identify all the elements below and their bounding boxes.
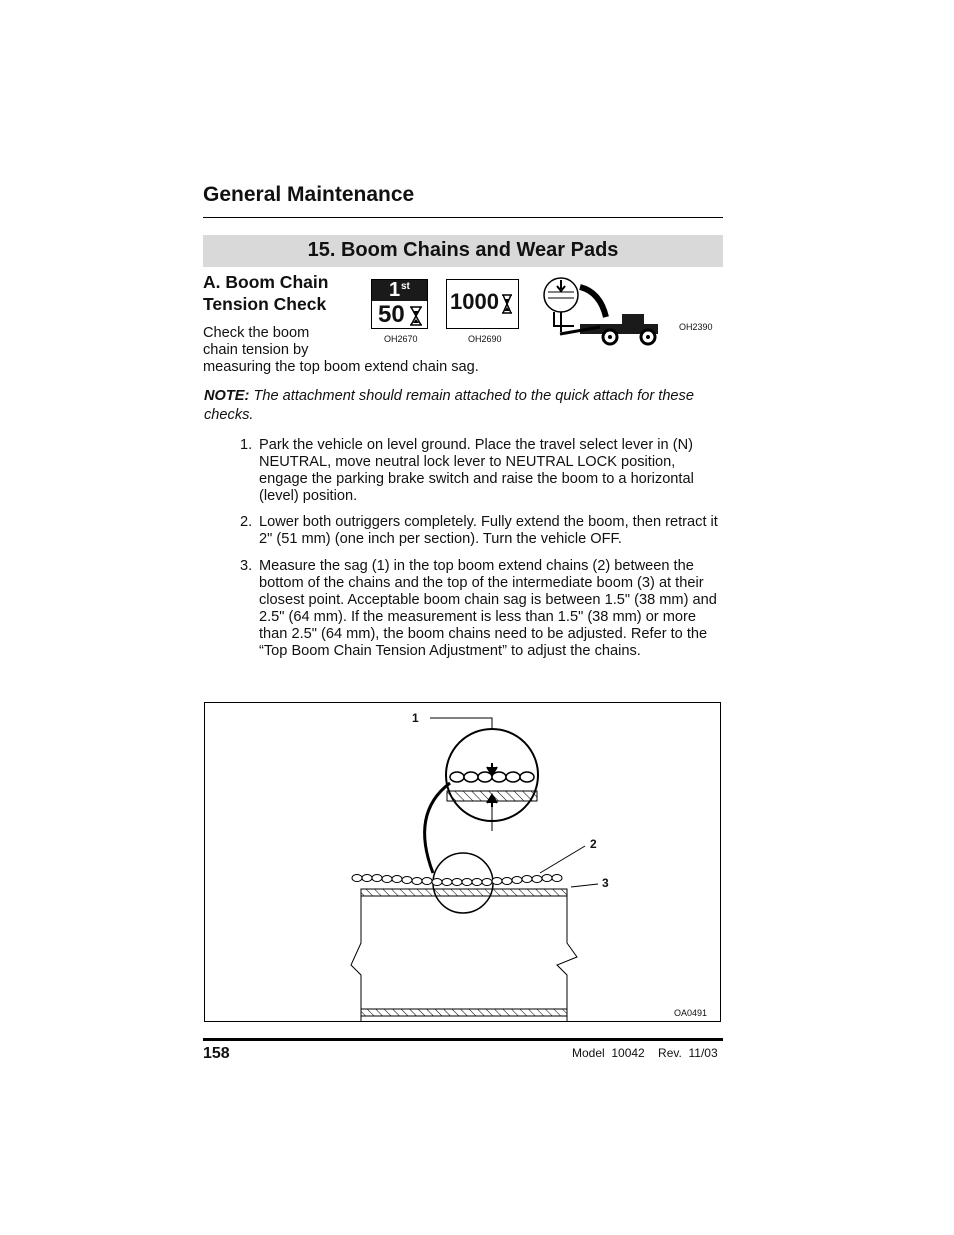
step-number: 2. [240,514,253,530]
step-item [240,514,722,548]
subsection-title [203,271,328,315]
icon1-top-big: 1 [389,279,401,301]
step-item [240,437,722,505]
intro-text [203,325,309,359]
section-title: 15. Boom Chains and Wear Pads [307,239,619,261]
icon3-code: OH2390 [679,322,713,332]
icon2-value: 1000 [450,289,499,314]
step-text: Measure the sag (1) in the top boom extend chains (2) between the bottom of the chains and the top of the intermediate boom (3) at their closest point. Acceptable boom chain sag is between 1.5" (38 mm) and 2.5" (64 mm). If the measurement is less than 1.5" (38 mm) or more than 2.5" (64 mm), the boom chains need to be adjusted. Refer to the “Top Boom Chain Tension Adjustment” to adjust the chains. [259,558,717,659]
callout-1: 1 [412,711,419,725]
note-text: The attachment should remain attached to the quick attach for these checks. [204,388,694,423]
model-revision: Model 10042 Rev. 11/03 [572,1046,718,1060]
page-header: General Maintenance [203,183,415,206]
figure-code: OA0491 [674,1008,708,1018]
step-number: 3. [240,558,253,574]
icon1-top-sup: st [401,281,410,292]
step-item [240,558,722,660]
note-paragraph [204,387,724,425]
callout-3: 3 [602,876,609,890]
callout-2: 2 [590,837,597,851]
chain-sag-figure [204,702,721,1022]
icon1-code: OH2670 [384,334,418,344]
icon1-bottom: 50 [378,301,405,328]
step-text: Lower both outriggers completely. Fully extend the boom, then retract it 2" (51 mm) (one inch per section). Turn the vehicle OFF. [259,514,718,547]
header-rule [203,217,723,218]
intro-line3: measuring the top boom extend chain sag. [203,359,479,375]
step-text: Park the vehicle on level ground. Place the travel select lever in (N) NEUTRAL, move neutral lock lever to NEUTRAL LOCK position, engage the parking brake switch and raise the boom to a horizontal (level) position. [259,437,694,504]
first-50-hours-icon [371,279,428,329]
intro-line1: Check the boom [203,325,310,341]
boom-chain-diagram [205,703,720,1021]
icon2-code: OH2690 [468,334,502,344]
subsection-title-line1: A. Boom Chain [203,272,329,292]
intro-line2: chain tension by [203,342,309,358]
page-number: 158 [203,1045,230,1062]
footer-rule [203,1038,723,1041]
hourglass-icon [409,306,423,326]
1000-hours-icon [446,279,519,329]
hourglass-icon [501,294,513,314]
note-label: NOTE: [204,388,250,404]
telehandler-boom-icon [540,272,670,347]
subsection-title-line2: Tension Check [203,294,327,314]
step-number: 1. [240,437,253,453]
